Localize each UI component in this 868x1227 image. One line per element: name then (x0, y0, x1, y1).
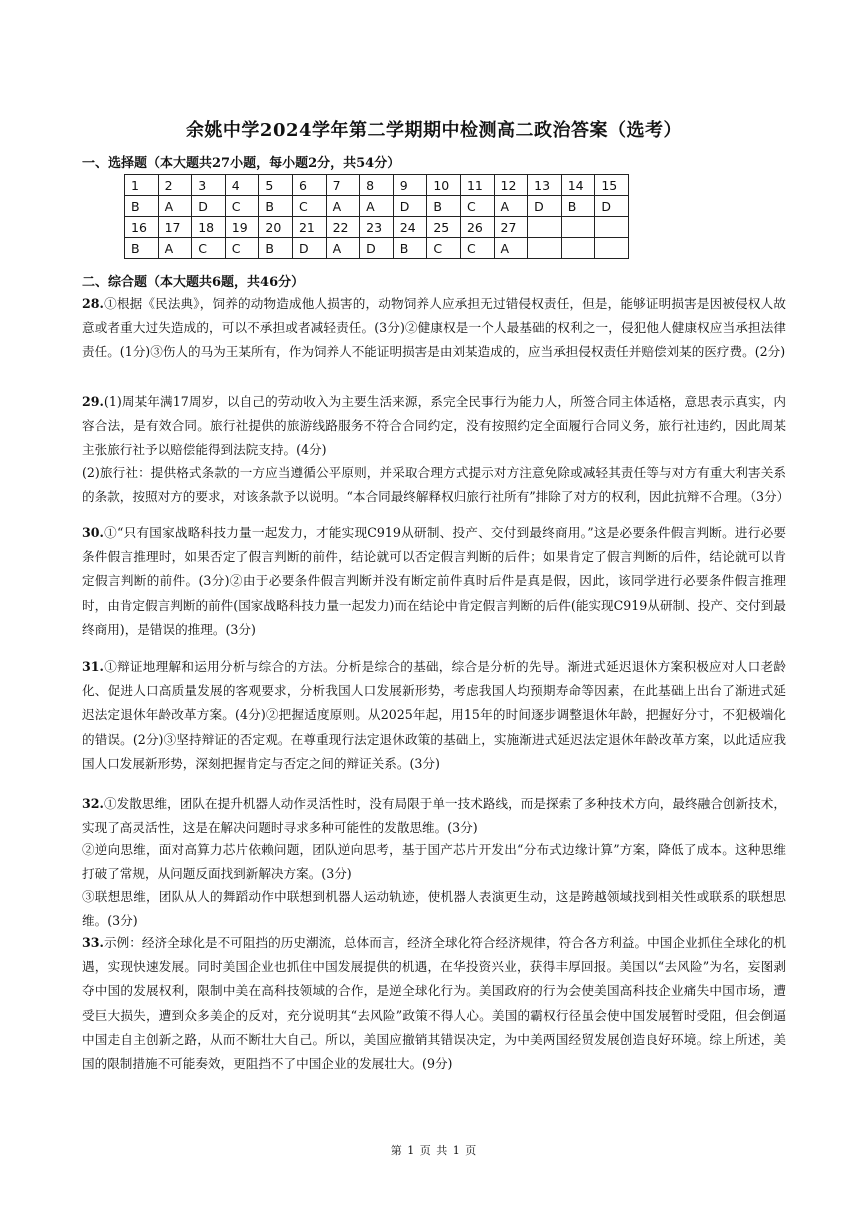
answer-table (124, 174, 629, 259)
table-cell: D (292, 238, 326, 259)
table-cell: 17 (158, 217, 192, 238)
answer-text: ②逆向思维，面对高算力芯片依赖问题，团队逆向思考，基于国产芯片开发出“分布式边缘计算”方案，降低了成本。这种思维打破了常规，从问题反面找到新解决方案。(3分) (82, 842, 786, 882)
question-number: 30. (82, 525, 104, 540)
table-cell (595, 238, 629, 259)
table-cell: 20 (259, 217, 293, 238)
page-footer: 第 1 页 共 1 页 (390, 1144, 478, 1157)
table-cell: D (393, 196, 427, 217)
table-cell: D (528, 196, 562, 217)
table-cell (528, 217, 562, 238)
table-cell: 26 (460, 217, 494, 238)
question-32-answer-part2 (82, 838, 786, 886)
question-32-answer-part1 (82, 792, 786, 840)
table-cell: 6 (292, 175, 326, 196)
question-28-answer (82, 292, 786, 365)
table-cell: 15 (595, 175, 629, 196)
table-cell: A (326, 196, 360, 217)
table-cell: 23 (360, 217, 394, 238)
question-number: 33. (82, 935, 104, 950)
table-cell: 4 (225, 175, 259, 196)
table-cell: 27 (494, 217, 528, 238)
table-cell: A (360, 196, 394, 217)
table-cell: 22 (326, 217, 360, 238)
question-number: 28. (82, 296, 104, 311)
table-cell: 1 (125, 175, 159, 196)
table-cell: A (494, 238, 528, 259)
question-31-answer (82, 655, 786, 776)
answer-text: ①根据《民法典》，饲养的动物造成他人损害的，动物饲养人应承担无过错侵权责任，但是，能够证明损害是因被侵权人故意或者重大过失造成的，可以不承担或者减轻责任。(3分)②健康权是一个人最基础的权利之一，侵犯他人健康权应当承担法律责任。(1分)③伤人的马为王某所有，作为饲养人不能证明损害是由刘某造成的，应当承担侵权责任并赔偿刘某的医疗费。(2分) (82, 296, 786, 360)
table-cell: C (225, 196, 259, 217)
table-cell: 14 (561, 175, 595, 196)
table-cell: 10 (427, 175, 461, 196)
table-cell: A (326, 238, 360, 259)
table-cell: C (427, 238, 461, 259)
table-cell: 8 (360, 175, 394, 196)
section-heading-comprehensive: 二、综合题（本大题共6题，共46分） (82, 275, 305, 290)
table-cell: 11 (460, 175, 494, 196)
table-cell: B (561, 196, 595, 217)
table-cell: 16 (125, 217, 159, 238)
table-cell: 19 (225, 217, 259, 238)
table-cell: A (158, 238, 192, 259)
table-cell: C (192, 238, 226, 259)
table-cell: B (259, 196, 293, 217)
table-row-numbers-1 (125, 175, 629, 196)
table-cell: 18 (192, 217, 226, 238)
table-cell: 2 (158, 175, 192, 196)
table-cell (561, 217, 595, 238)
question-number: 31. (82, 659, 104, 674)
section-heading-multiple-choice: 一、选择题（本大题共27小题，每小题2分，共54分） (82, 156, 401, 171)
question-33-answer (82, 931, 786, 1076)
table-cell: 13 (528, 175, 562, 196)
question-32-answer-part3 (82, 885, 786, 933)
question-29-answer-part1 (82, 390, 786, 463)
table-cell: 25 (427, 217, 461, 238)
table-cell: B (125, 238, 159, 259)
table-cell: 3 (192, 175, 226, 196)
table-cell: D (192, 196, 226, 217)
answer-text: ③联想思维，团队从人的舞蹈动作中联想到机器人运动轨迹，使机器人表演更生动，这是跨越领域找到相关性或联系的联想思维。(3分) (82, 889, 786, 929)
question-30-answer (82, 521, 786, 642)
table-cell: C (225, 238, 259, 259)
answer-text: ①辩证地理解和运用分析与综合的方法。分析是综合的基础，综合是分析的先导。渐进式延迟退休方案积极应对人口老龄化、促进人口高质量发展的客观要求，分析我国人口发展新形势，考虑我国人均预期寿命等因素，在此基础上出台了渐进式延迟法定退休年龄改革方案。(4分)②把握适度原则。从2025年起，用15年的时间逐步调整退休年龄，把握好分寸，不犯极端化的错误。(2分)③坚持辩证的否定观。在尊重现行法定退休政策的基础上，实施渐进式延迟法定退休年龄改革方案，以此适应我国人口发展新形势，深刻把握肯定与否定之间的辩证关系。(3分) (82, 659, 786, 771)
table-cell: 5 (259, 175, 293, 196)
table-cell: 7 (326, 175, 360, 196)
table-row-answers-1 (125, 196, 629, 217)
table-cell (561, 238, 595, 259)
table-cell: D (360, 238, 394, 259)
answer-text: ①“只有国家战略科技力量一起发力，才能实现C919从研制、投产、交付到最终商用。”这是必要条件假言判断。进行必要条件假言推理时，如果否定了假言判断的前件，结论就可以否定假言判断的后件；如果肯定了假言判断的后件，结论就可以肯定假言判断的前件。(3分)②由于必要条件假言判断并没有断定前件真时后件是真是假，因此，该同学进行必要条件假言推理时，由肯定假言判断的前件(国家战略科技力量一起发力)而在结论中肯定假言判断的后件(能实现C919从研制、投产、交付到最终商用)，是错误的推理。(3分) (82, 525, 786, 637)
answer-text: 示例：经济全球化是不可阻挡的历史潮流，总体而言，经济全球化符合经济规律，符合各方利益。中国企业抓住全球化的机遇，实现快速发展。同时美国企业也抓住中国发展提供的机遇，在华投资兴业，获得丰厚回报。美国以“去风险”为名，妄图剥夺中国的发展权利，限制中美在高科技领域的合作，是逆全球化行为。美国政府的行为会使美国高科技企业痛失中国市场，遭受巨大损失，遭到众多美企的反对，充分说明其“去风险”政策不得人心。美国的霸权行径虽会使中国发展暂时受阻，但会倒逼中国走自主创新之路，从而不断壮大自己。所以，美国应撤销其错误决定，为中美两国经贸发展创造良好环境。综上所述，美国的限制措施不可能奏效，更阻挡不了中国企业的发展壮大。(9分) (82, 935, 786, 1072)
table-cell: C (292, 196, 326, 217)
page-title: 余姚中学2024学年第二学期期中检测高二政治答案（选考） (185, 120, 683, 141)
table-row-numbers-2 (125, 217, 629, 238)
table-cell: 12 (494, 175, 528, 196)
table-cell: B (427, 196, 461, 217)
question-29-answer-part2 (82, 461, 790, 509)
table-cell: B (125, 196, 159, 217)
table-cell: 21 (292, 217, 326, 238)
table-cell: D (595, 196, 629, 217)
question-number: 29. (82, 394, 104, 409)
table-cell: 24 (393, 217, 427, 238)
table-cell: C (460, 196, 494, 217)
table-cell: A (158, 196, 192, 217)
table-cell: A (494, 196, 528, 217)
table-cell: B (393, 238, 427, 259)
table-cell (528, 238, 562, 259)
table-cell: 9 (393, 175, 427, 196)
table-cell: B (259, 238, 293, 259)
question-number: 32. (82, 796, 104, 811)
table-cell (595, 217, 629, 238)
table-row-answers-2 (125, 238, 629, 259)
answer-text: (1)周某年满17周岁，以自己的劳动收入为主要生活来源，系完全民事行为能力人，所签合同主体适格，意思表示真实，内容合法，是有效合同。旅行社提供的旅游线路服务不符合合同约定，没有按照约定全面履行合同义务，旅行社违约，因此周某主张旅行社予以赔偿能得到法院支持。(4分) (82, 394, 786, 458)
answer-text: (2)旅行社：提供格式条款的一方应当遵循公平原则，并采取合理方式提示对方注意免除或减轻其责任等与对方有重大利害关系的条款，按照对方的要求，对该条款予以说明。“本合同最终解释权归旅行社所有”排除了对方的权利，因此抗辩不合理。（3分） (82, 465, 790, 505)
table-cell: C (460, 238, 494, 259)
answer-text: ①发散思维，团队在提升机器人动作灵活性时，没有局限于单一技术路线，而是探索了多种技术方向，最终融合创新技术，实现了高灵活性，这是在解决问题时寻求多种可能性的发散思维。(3分) (82, 796, 786, 836)
